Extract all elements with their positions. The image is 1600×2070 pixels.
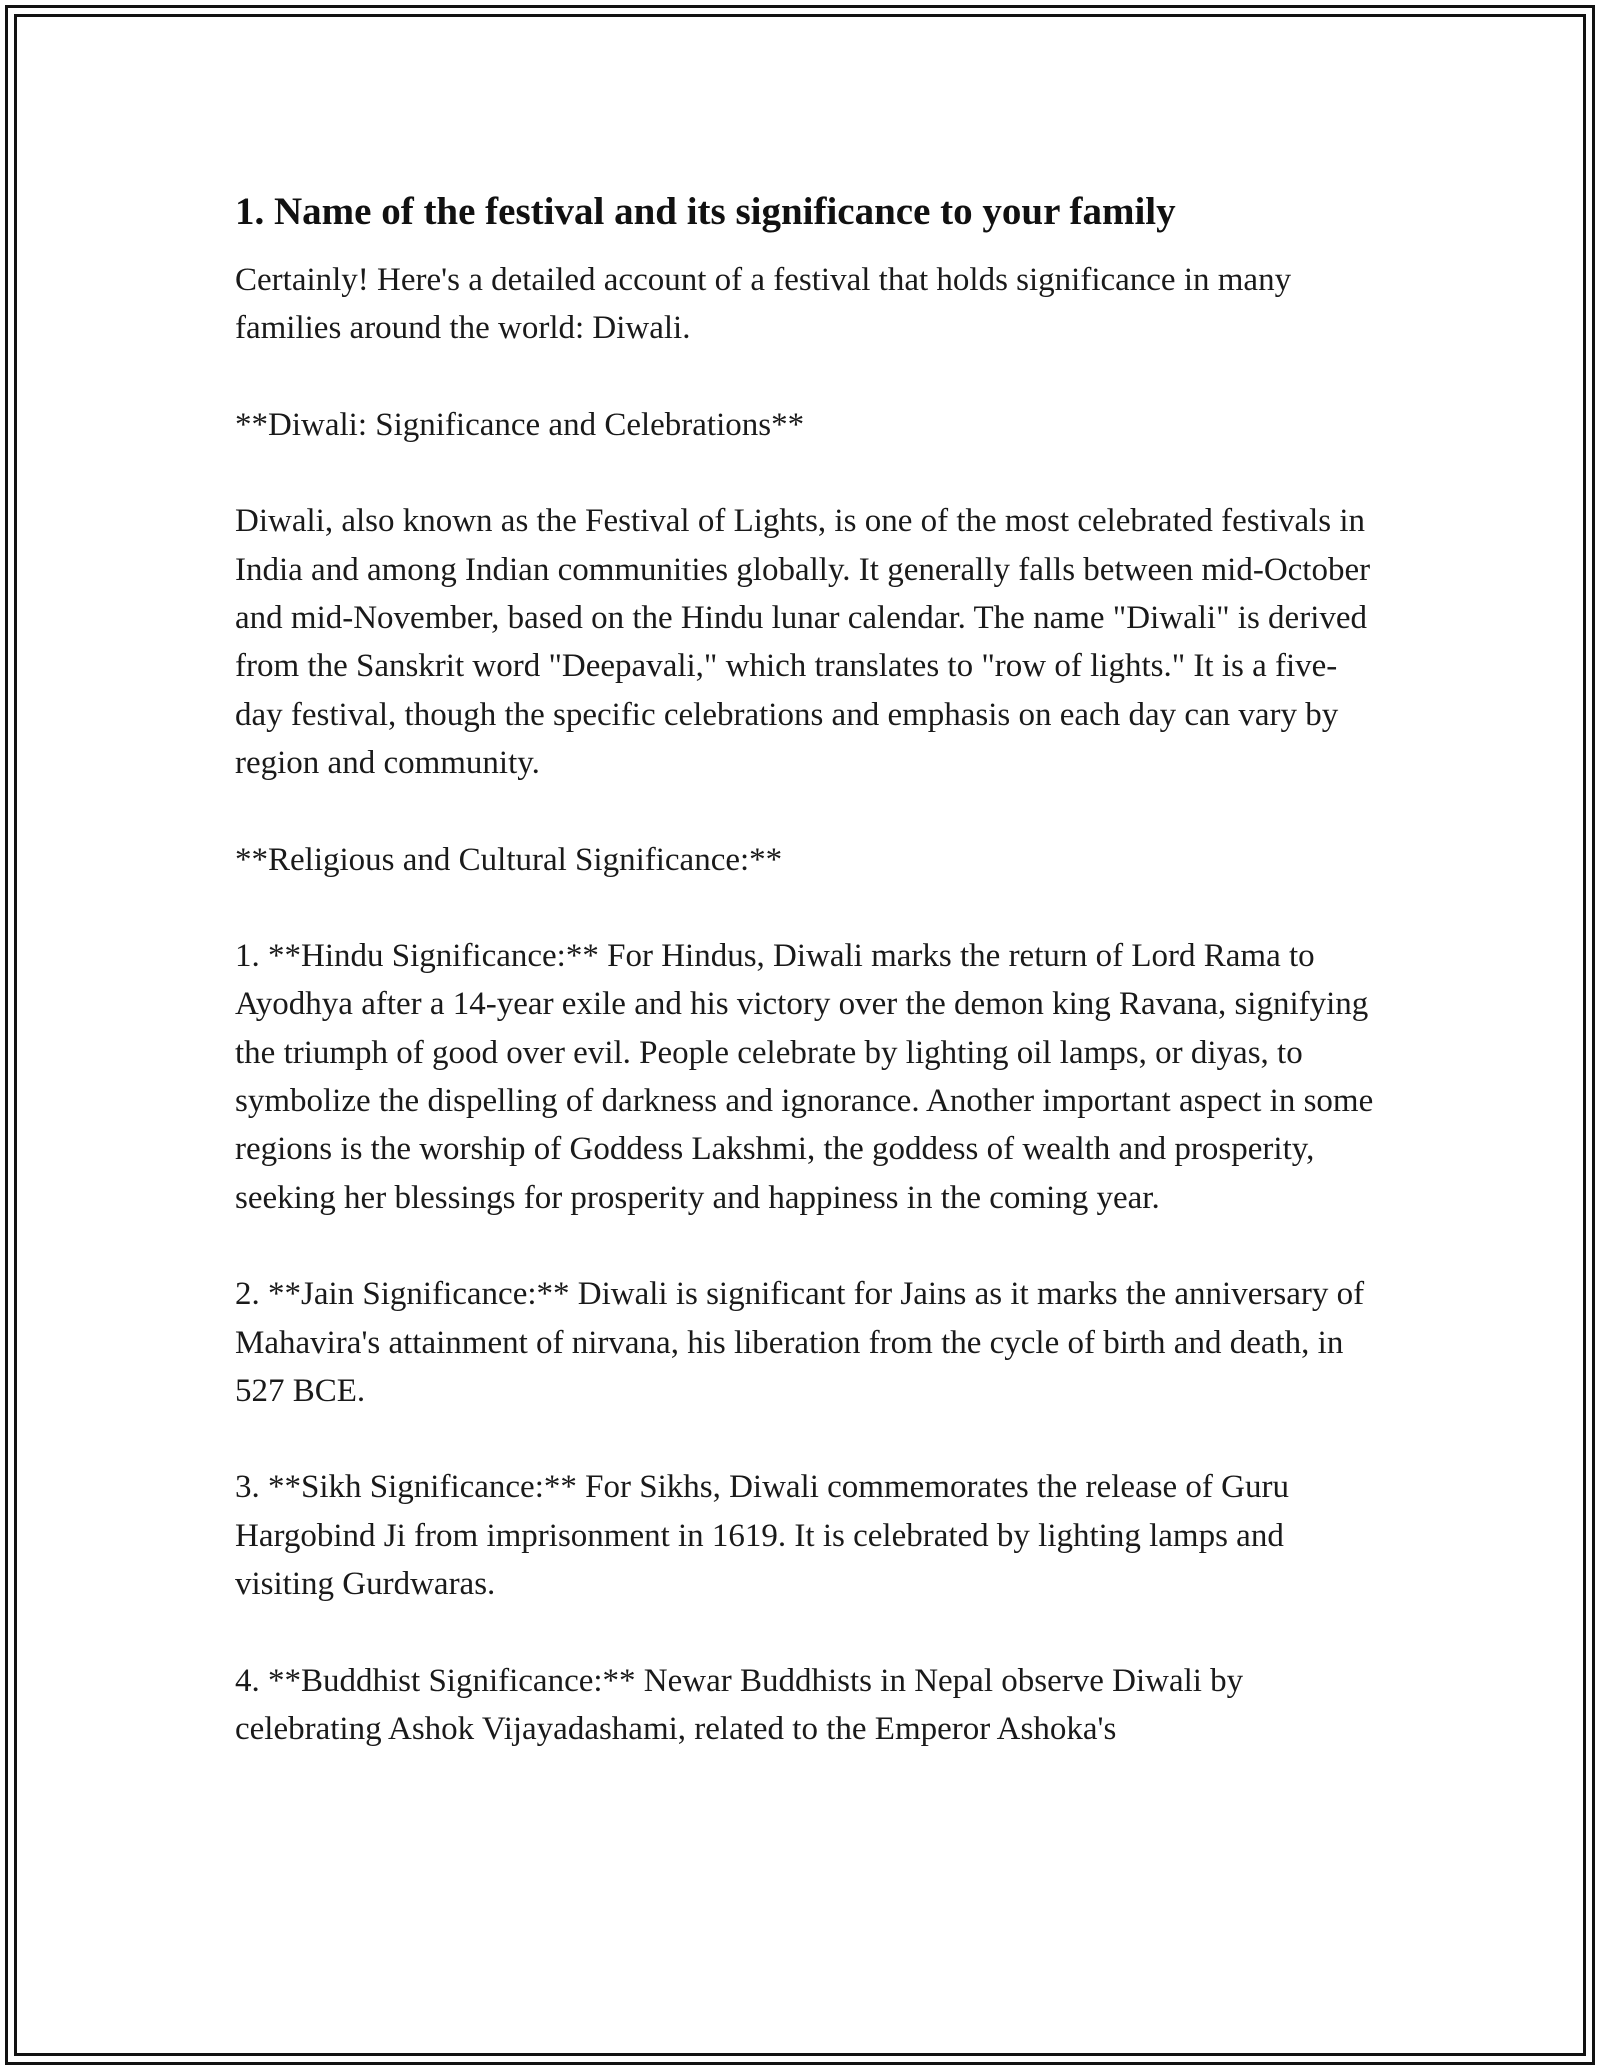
hindu-significance-item: 1. **Hindu Significance:** For Hindus, Diwali marks the return of Lord Rama to Ayodhya after a 14-year exile and his victory over the demon king Ravana, signifying the triumph of good over evil. People celebrate by lighting oil lamps, or diyas, to symbolize the dispelling of darkness and ignorance. Another important aspect in some regions is the worship of Goddess Lakshmi, the goddess of wealth and prosperity, seeking her blessings for prosperity and happiness in the coming year. (235, 938, 1374, 1216)
subheading-diwali: **Diwali: Significance and Celebrations** (235, 406, 805, 443)
subheading-religious-cultural: **Religious and Cultural Significance:** (235, 841, 783, 878)
jain-significance-item: 2. **Jain Significance:** Diwali is significant for Jains as it marks the anniversary of Mahavira's attainment of nirvana, his liberation from the cycle of birth and death, in 527 BCE. (235, 1276, 1365, 1409)
buddhist-significance-item: 4. **Buddhist Significance:** Newar Buddhists in Nepal observe Diwali by celebrating Ashok Vijayadashami, related to the Emperor Ashoka's (235, 1662, 1244, 1747)
diwali-overview-paragraph: Diwali, also known as the Festival of Lights, is one of the most celebrated festivals in India and among Indian communities globally. It generally falls between mid-October and mid-November, based on the Hindu lunar calendar. The name "Diwali" is derived from the Sanskrit word "Deepavali," which translates to "row of lights." It is a five-day festival, though the specific celebrations and emphasis on each day can vary by region and community. (235, 503, 1371, 781)
intro-paragraph: Certainly! Here's a detailed account of a festival that holds significance in many families around the world: Diwali. (235, 262, 1292, 347)
sikh-significance-item: 3. **Sikh Significance:** For Sikhs, Diwali commemorates the release of Guru Hargobind Ji from imprisonment in 1619. It is celebrated by lighting lamps and visiting Gurdwaras. (235, 1469, 1289, 1603)
section-heading: 1. Name of the festival and its significance to your family (235, 190, 1176, 233)
document-body (235, 186, 1380, 1802)
